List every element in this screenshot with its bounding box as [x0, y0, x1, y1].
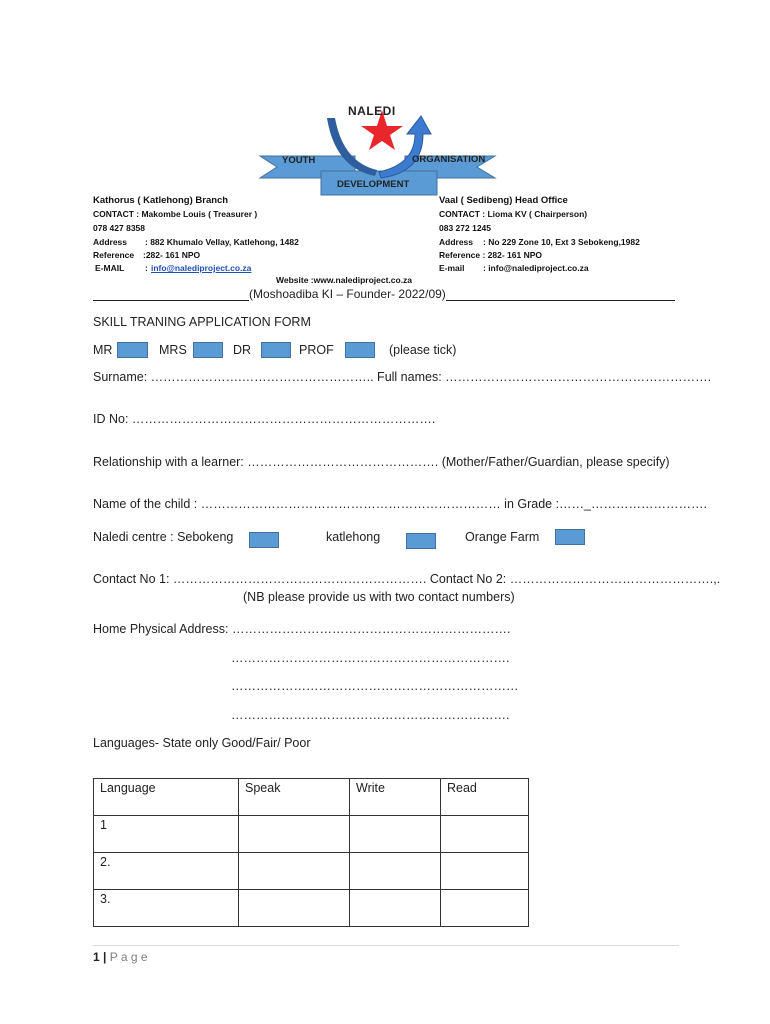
surname-fullnames-field[interactable]: Surname: ………………….………………………….. Full names: ……………………………………………………….	[93, 370, 712, 384]
title-mrs-label: MRS	[159, 343, 187, 357]
table-cell[interactable]: 2.	[94, 853, 239, 890]
form-title: SKILL TRANING APPLICATION FORM	[93, 315, 311, 329]
website: Website :www.nalediproject.co.za	[276, 275, 413, 285]
language-table	[93, 778, 529, 927]
left-branch-reference: :282- 161 NPO	[143, 250, 201, 260]
table-cell[interactable]	[239, 890, 350, 927]
home-address-line-4[interactable]: ………………………………………………………….	[231, 708, 510, 722]
table-cell[interactable]	[441, 816, 529, 853]
left-branch-address: : 882 Khumalo Vellay, Katlehong, 1482	[145, 237, 299, 247]
home-address-line-2[interactable]: ………………………………………………………….	[231, 651, 510, 665]
title-mrs-checkbox[interactable]	[193, 342, 223, 358]
table-cell[interactable]: 3.	[94, 890, 239, 927]
table-cell[interactable]	[350, 890, 441, 927]
table-cell[interactable]	[441, 853, 529, 890]
contact-numbers-field[interactable]: Contact No 1: ……………………………………………………. Contact No 2: ………………………………………….,.	[93, 572, 721, 586]
logo-organisation-text: ORGANISATION	[412, 154, 486, 165]
right-branch-address-label: Address	[439, 237, 474, 247]
right-branch-reference: Reference : 282- 161 NPO	[439, 250, 542, 260]
table-cell[interactable]	[350, 853, 441, 890]
footer-page-indicator	[93, 950, 148, 964]
title-dr-label: DR	[233, 343, 252, 357]
left-branch-email-colon: :	[145, 263, 148, 273]
logo-development-text: DEVELOPMENT	[337, 179, 410, 190]
page-separator: |	[103, 950, 107, 964]
table-cell[interactable]	[350, 816, 441, 853]
table-header-cell: Language	[94, 779, 239, 816]
left-branch-reference-label: Reference	[93, 250, 135, 260]
table-header-row	[94, 779, 529, 816]
title-mr-label: MR	[93, 343, 113, 357]
table-cell[interactable]	[239, 853, 350, 890]
table-cell[interactable]: 1	[94, 816, 239, 853]
home-address-line-3[interactable]: ……………………………………………………………	[231, 679, 519, 693]
centre-label: Naledi centre : Sebokeng	[93, 530, 234, 544]
left-branch-phone: 078 427 8358	[93, 223, 145, 233]
table-header-cell: Read	[441, 779, 529, 816]
footer-rule	[93, 945, 679, 946]
left-branch-contact: CONTACT : Makombe Louis ( Treasurer )	[93, 209, 258, 219]
relationship-field[interactable]: Relationship with a learner: ………………………………………. (Mother/Father/Guardian, please specify)	[93, 455, 670, 469]
left-branch-address-label: Address	[93, 237, 128, 247]
right-branch-email-label: E-mail	[439, 263, 465, 273]
logo-naledi-text: NALEDI	[348, 104, 396, 118]
title-prof-checkbox[interactable]	[345, 342, 375, 358]
right-branch-address: : No 229 Zone 10, Ext 3 Sebokeng,1982	[483, 237, 640, 247]
child-name-grade-field[interactable]: Name of the child : ……………………………………………………………… in Grade :……_……………………….	[93, 497, 707, 511]
table-row	[94, 890, 529, 927]
title-mr-checkbox[interactable]	[117, 342, 148, 358]
founder-line: (Moshoadiba KI – Founder- 2022/09)	[249, 287, 446, 301]
table-cell[interactable]	[441, 890, 529, 927]
centre-sebokeng-checkbox[interactable]	[249, 532, 279, 548]
left-branch-email-label: E-MAIL	[95, 263, 125, 273]
right-branch-title: Vaal ( Sedibeng) Head Office	[439, 195, 568, 206]
table-row	[94, 816, 529, 853]
left-branch-email-link[interactable]: info@nalediproject.co.za	[151, 263, 252, 273]
table-row	[94, 853, 529, 890]
title-dr-checkbox[interactable]	[261, 342, 291, 358]
left-branch-title: Kathorus ( Katlehong) Branch	[93, 195, 229, 206]
page-number: 1	[93, 950, 100, 964]
title-prof-label: PROF	[299, 343, 334, 357]
centre-katlehong-label: katlehong	[326, 530, 381, 544]
centre-katlehong-checkbox[interactable]	[406, 533, 436, 549]
id-number-field[interactable]: ID No: ……………………………………………………………….	[93, 412, 436, 426]
contact-note: (NB please provide us with two contact numbers)	[243, 590, 515, 604]
centre-orange-farm-label: Orange Farm	[465, 530, 540, 544]
home-address-field[interactable]: Home Physical Address: ………………………………………………………….	[93, 622, 511, 636]
please-tick-note: (please tick)	[389, 343, 457, 357]
centre-orange-farm-checkbox[interactable]	[555, 529, 585, 545]
right-branch-phone: 083 272 1245	[439, 223, 491, 233]
languages-instruction: Languages- State only Good/Fair/ Poor	[93, 736, 311, 750]
table-header-cell: Write	[350, 779, 441, 816]
right-branch-contact: CONTACT : Lioma KV ( Chairperson)	[439, 209, 588, 219]
logo-youth-text: YOUTH	[282, 155, 316, 166]
right-branch-email: : info@nalediproject.co.za	[483, 263, 589, 273]
table-cell[interactable]	[239, 816, 350, 853]
page-word: P a g e	[109, 950, 148, 964]
table-header-cell: Speak	[239, 779, 350, 816]
